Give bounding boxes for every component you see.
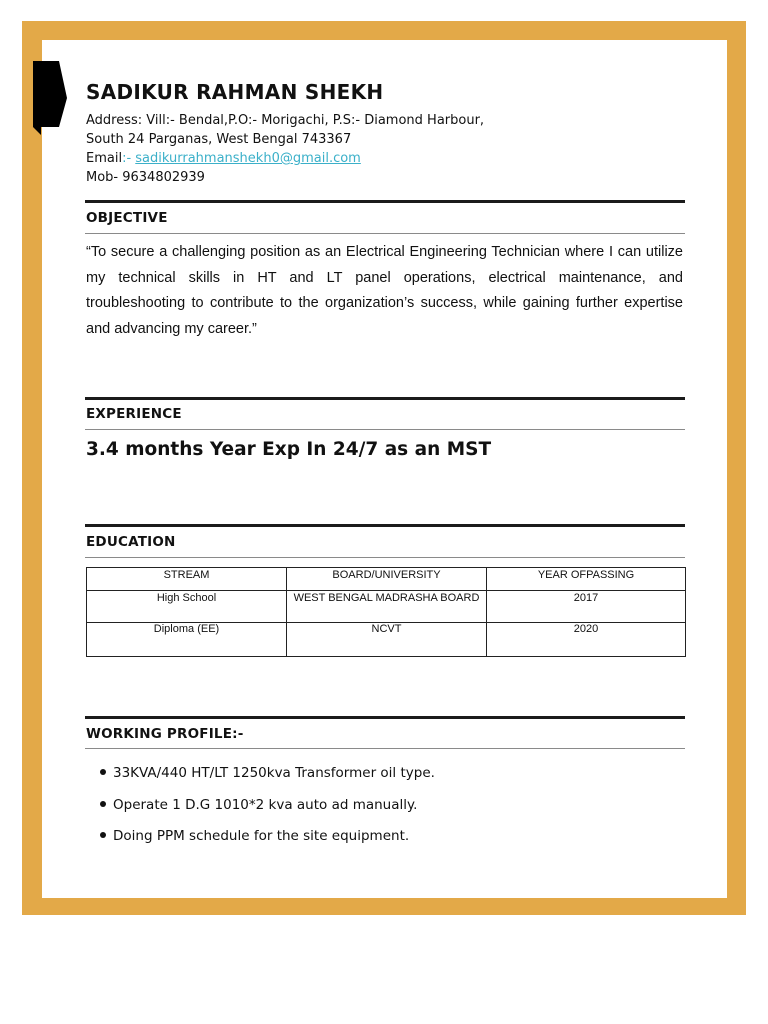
objective-heading: OBJECTIVE bbox=[86, 210, 168, 226]
list-item-text: 33KVA/440 HT/LT 1250kva Transformer oil type. bbox=[113, 765, 435, 781]
address-line-1: Address: Vill:- Bendal,P.O:- Morigachi, P.S:- Diamond Harbour, bbox=[86, 113, 485, 128]
black-tab-marker bbox=[33, 61, 67, 135]
bullet-icon bbox=[100, 832, 106, 838]
education-heading: EDUCATION bbox=[86, 534, 176, 550]
candidate-name: SADIKUR RAHMAN SHEKH bbox=[86, 80, 384, 104]
working-profile-rule-top bbox=[85, 716, 685, 719]
email-separator: :- bbox=[122, 151, 136, 166]
contact-block bbox=[86, 111, 484, 187]
column-header-year: YEAR OFPASSING bbox=[487, 568, 686, 591]
education-table bbox=[86, 567, 686, 657]
working-profile-list bbox=[100, 763, 435, 858]
table-cell-stream: High School bbox=[87, 591, 287, 623]
table-cell-board: NCVT bbox=[287, 623, 487, 657]
table-cell-stream: Diploma (EE) bbox=[87, 623, 287, 657]
table-header-row bbox=[87, 568, 686, 591]
education-rule-bottom bbox=[85, 557, 685, 558]
experience-rule-bottom bbox=[85, 429, 685, 430]
objective-rule-bottom bbox=[85, 233, 685, 234]
table-row bbox=[87, 591, 686, 623]
list-item bbox=[100, 763, 435, 795]
list-item-text: Operate 1 D.G 1010*2 kva auto ad manually. bbox=[113, 796, 418, 813]
objective-rule-top bbox=[85, 200, 685, 203]
table-cell-year: 2017 bbox=[487, 591, 686, 623]
table-cell-year: 2020 bbox=[487, 623, 686, 657]
bullet-icon bbox=[100, 769, 106, 775]
education-rule-top bbox=[85, 524, 685, 527]
objective-text: “To secure a challenging position as an Electrical Engineering Technician where I can utilize my technical skills in HT and LT panel operations, electrical maintenance, and troubleshooting to contribute to the organization’s success, while gaining further expertise and advancing my career.” bbox=[86, 244, 683, 338]
column-header-stream: STREAM bbox=[87, 568, 287, 591]
address-line-2: South 24 Parganas, West Bengal 743367 bbox=[86, 132, 352, 147]
list-item bbox=[100, 826, 435, 858]
experience-rule-top bbox=[85, 397, 685, 400]
working-profile-rule-bottom bbox=[85, 748, 685, 749]
working-profile-heading: WORKING PROFILE:- bbox=[86, 726, 244, 742]
table-row bbox=[87, 623, 686, 657]
bullet-icon bbox=[100, 801, 106, 807]
list-item-text: Doing PPM schedule for the site equipment. bbox=[113, 828, 410, 844]
experience-text: 3.4 months Year Exp In 24/7 as an MST bbox=[86, 439, 492, 460]
list-item bbox=[100, 795, 435, 827]
email-link[interactable]: sadikurrahmanshekh0@gmail.com bbox=[135, 151, 361, 166]
mobile-line: Mob- 9634802939 bbox=[86, 170, 205, 185]
table-cell-board: WEST BENGAL MADRASHA BOARD bbox=[287, 591, 487, 623]
email-line bbox=[86, 149, 484, 168]
experience-heading: EXPERIENCE bbox=[86, 406, 182, 422]
email-label: Email bbox=[86, 151, 123, 166]
column-header-board: BOARD/UNIVERSITY bbox=[287, 568, 487, 591]
